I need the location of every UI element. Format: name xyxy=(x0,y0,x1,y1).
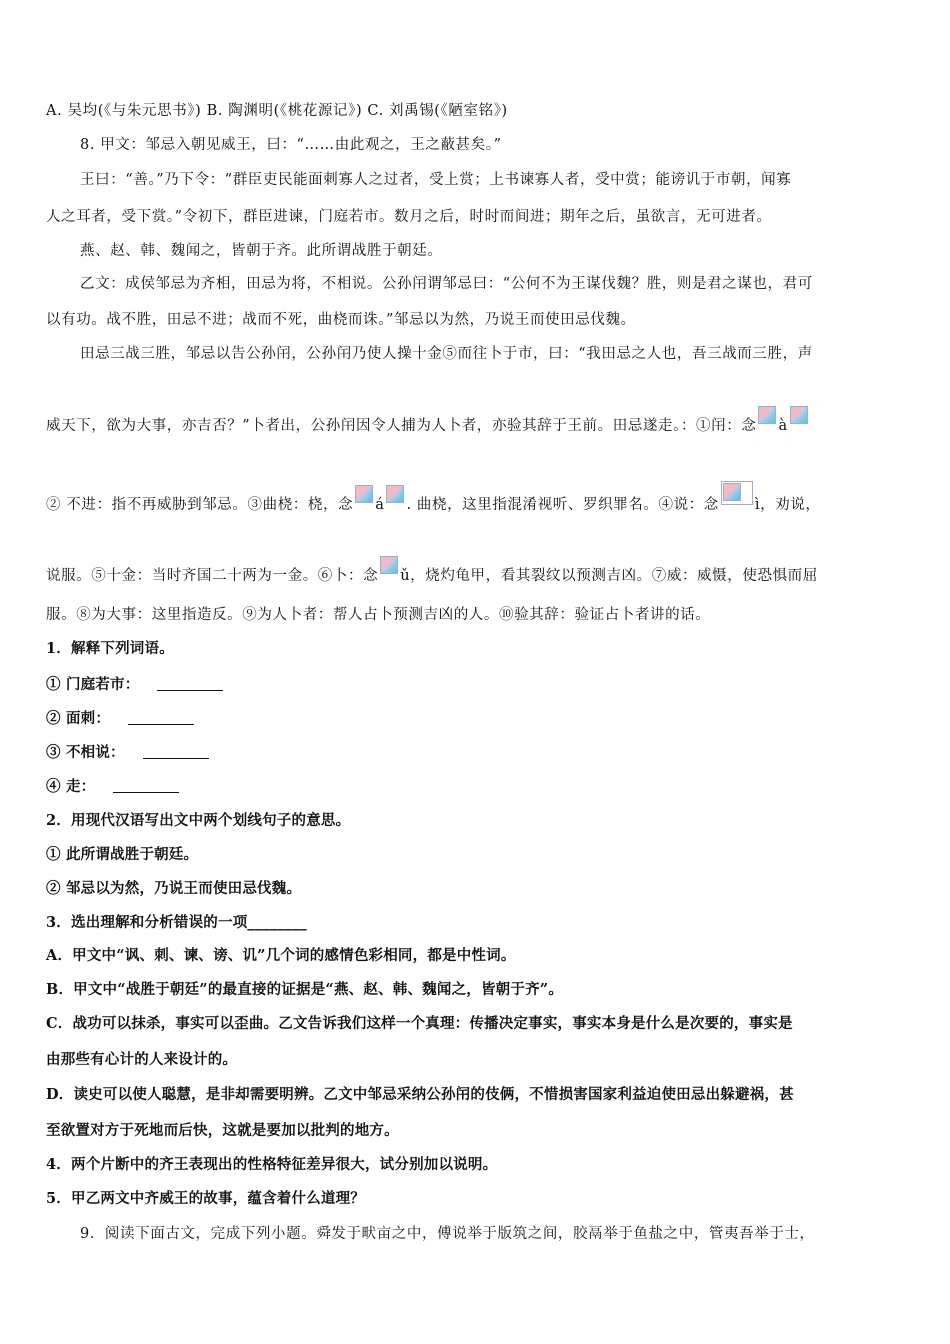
option-a: A．甲文中“讽、刺、谏、谤、讥”几个词的感情色彩相同，都是中性词。 xyxy=(46,947,516,964)
note-line xyxy=(46,481,906,515)
item-label: ① 门庭若市： xyxy=(46,676,140,693)
option-b: B．甲文中“战胜于朝廷”的最直接的证据是“燕、赵、韩、魏闻之，皆朝于齐”。 xyxy=(46,981,564,998)
question-9: 9．阅读下面古文，完成下列小题。舜发于畎亩之中，傅说举于版筑之间，胶鬲举于鱼盐之中，管夷吾举于士， xyxy=(80,1226,815,1242)
question-2-item-1: ① 此所谓战胜于朝廷。 xyxy=(46,846,199,863)
option-d-cont: 至欲置对方于死地而后快，这就是要加以批判的地方。 xyxy=(46,1122,399,1139)
item-label: ④ 走： xyxy=(46,778,96,795)
question-1-item-3 xyxy=(46,743,906,763)
answer-blank[interactable] xyxy=(113,778,179,793)
question-1: 1．解释下列词语。 xyxy=(46,640,174,657)
broken-image-icon xyxy=(790,406,808,424)
text-line: 王曰：“善。”乃下令：“群臣吏民能面刺寡人之过者，受上赏；上书谏寡人者，受中赏；能谤讥于市朝，闻寡 xyxy=(80,172,792,188)
broken-image-icon xyxy=(758,406,776,424)
pinyin-text: á xyxy=(375,497,385,513)
text-line: 以有功。战不胜，田忌不进；战而不死，曲桡而诛。”邹忌以为然，乃说王而使田忌伐魏。 xyxy=(46,312,636,328)
question-4: 4．两个片断中的齐王表现出的性格特征差异很大，试分别加以说明。 xyxy=(46,1156,498,1173)
broken-image-icon xyxy=(386,485,404,503)
broken-image-icon xyxy=(721,481,753,505)
option-c-cont: 由那些有心计的人来设计的。 xyxy=(46,1051,238,1068)
question-2-item-2: ② 邹忌以为然，乃说王而使田忌伐魏。 xyxy=(46,880,302,897)
answer-options-line: A. 吴均(《与朱元思书》) B. 陶渊明(《桃花源记》) C. 刘禹锡(《陋室铭》) xyxy=(46,103,508,119)
note-text: . 曲桡，这里指混淆视听、罗织罪名。④说：念 xyxy=(406,497,719,513)
answer-blank[interactable] xyxy=(143,744,209,759)
answer-blank[interactable] xyxy=(157,676,223,691)
pinyin-text: à xyxy=(778,418,788,434)
question-8-heading: 8. 甲文：邹忌入朝见威王，曰：“……由此观之，王之蔽甚矣。” xyxy=(80,137,502,153)
text-line: 人之耳者，受下赏。”令初下，群臣进谏，门庭若市。数月之后，时时而间进；期年之后，虽欲言，无可进者。 xyxy=(46,209,772,225)
option-c: C．战功可以抹杀，事实可以歪曲。乙文告诉我们这样一个真理：传播决定事实，事实本身是什么是次要的，事实是 xyxy=(46,1015,793,1032)
note-text: 说服。⑤十金：当时齐国二十两为一金。⑥卜：念 xyxy=(46,568,379,584)
text-line: 燕、赵、韩、魏闻之，皆朝于齐。此所谓战胜于朝廷。 xyxy=(80,243,443,259)
item-label: ③ 不相说： xyxy=(46,744,125,761)
note-text: 威天下，欲为大事，亦吉否？”卜者出，公孙闬因令人捕为人卜者，亦验其辞于王前。田忌遂走。：①闬：念 xyxy=(46,418,757,434)
broken-image-icon xyxy=(355,485,373,503)
text-line: 田忌三战三胜，邹忌以告公孙闬，公孙闬乃使人操十金⑤而往卜于市，曰：“我田忌之人也，吾三战而三胜，声 xyxy=(80,346,813,362)
question-1-item-1 xyxy=(46,675,906,695)
question-1-item-2 xyxy=(46,709,906,729)
broken-image-icon xyxy=(380,556,398,574)
question-5: 5．甲乙两文中齐威王的故事，蕴含着什么道理？ xyxy=(46,1190,365,1207)
item-label: ② 面刺： xyxy=(46,710,111,727)
note-text: ǔ，烧灼龟甲，看其裂纹以预测吉凶。⑦威：威慑，使恐惧而屈 xyxy=(400,568,818,584)
question-1-item-4 xyxy=(46,777,906,797)
text-line: 乙文：成侯邹忌为齐相，田忌为将，不相说。公孙闬谓邹忌曰：“公何不为王谋伐魏？胜，则是君之谋也，君可 xyxy=(80,276,813,292)
text-line-with-notes xyxy=(46,406,906,436)
note-text: ì，劝说， xyxy=(754,497,821,513)
note-line: 服。⑧为大事：这里指造反。⑨为人卜者：帮人占卜预测吉凶的人。⑩验其辞：验证占卜者讲的话。 xyxy=(46,607,711,623)
question-3: 3．选出理解和分析错误的一项________ xyxy=(46,914,307,931)
option-d: D．读史可以使人聪慧，是非却需要明辨。乙文中邹忌采纳公孙闬的伎俩，不惜损害国家利益迫使田忌出躲避祸，甚 xyxy=(46,1086,794,1103)
note-text: ② 不进：指不再威胁到邹忌。③曲桡：桡，念 xyxy=(46,497,354,513)
question-2: 2．用现代汉语写出文中两个划线句子的意思。 xyxy=(46,812,351,829)
answer-blank[interactable] xyxy=(128,710,194,725)
note-line xyxy=(46,556,906,586)
